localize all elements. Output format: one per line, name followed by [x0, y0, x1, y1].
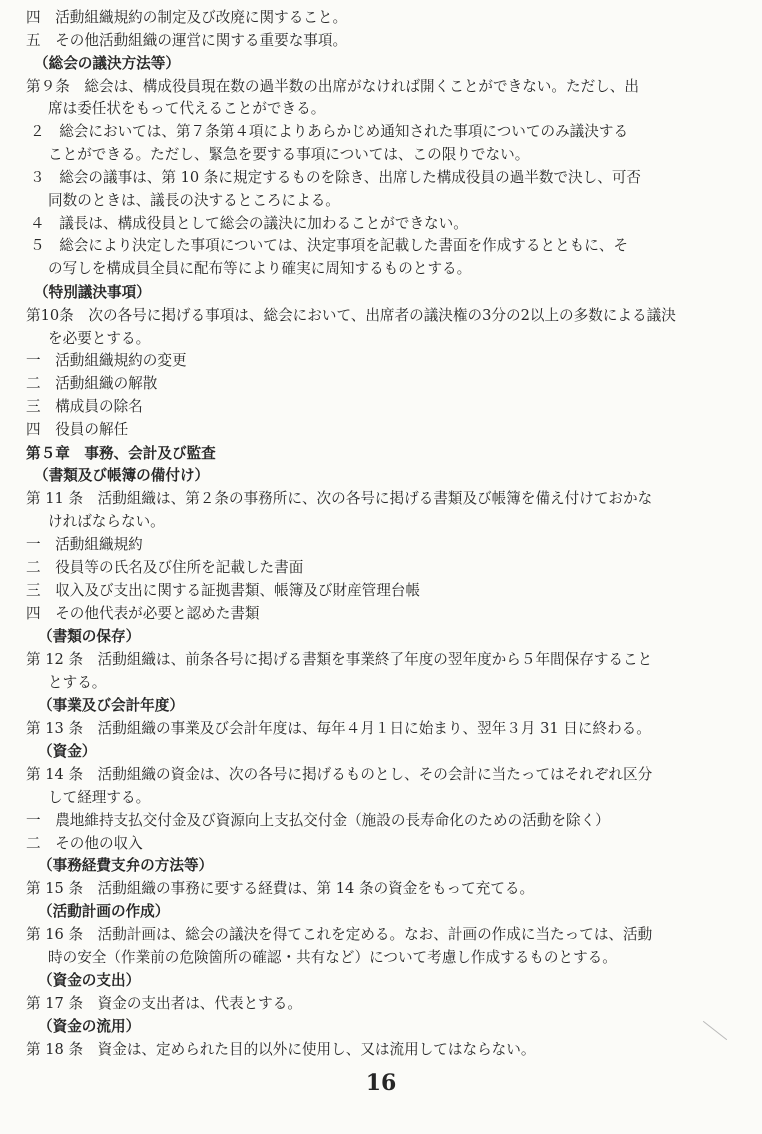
scan-mark	[703, 1021, 727, 1040]
section-heading: （書類の保存）	[38, 628, 141, 645]
text-line: 二 活動組織の解散	[26, 375, 158, 392]
section-heading: （特別議決事項）	[34, 284, 151, 301]
text-line: ３ 総会の議事は、第 10 条に規定するものを除き、出席した構成役員の過半数で決し、可否	[30, 169, 642, 186]
text-line: 三 構成員の除名	[26, 398, 143, 415]
text-line: 四 活動組織規約の制定及び改廃に関すること。	[26, 9, 348, 26]
section-heading: （資金）	[38, 743, 97, 760]
section-heading: （資金の流用）	[38, 1018, 141, 1035]
text-line: ４ 議長は、構成役員として総会の議決に加わることができない。	[30, 215, 468, 232]
text-line: 五 その他活動組織の運営に関する重要な事項。	[26, 32, 348, 49]
section-heading: （資金の支出）	[38, 972, 141, 989]
text-line: 二 その他の収入	[26, 835, 143, 852]
text-line: ２ 総会においては、第７条第４項によりあらかじめ通知された事項についてのみ議決する	[30, 123, 629, 140]
text-line: 一 活動組織規約	[26, 536, 143, 553]
text-line: ５ 総会により決定した事項については、決定事項を記載した書面を作成するとともに、そ	[30, 237, 629, 254]
section-heading: 第５章 事務、会計及び監査	[26, 445, 216, 462]
text-line: 第 11 条 活動組織は、第２条の事務所に、次の各号に掲げる書類及び帳簿を備え付けておかな	[26, 490, 653, 507]
section-heading: （事業及び会計年度）	[38, 697, 184, 714]
text-line: 第10条 次の各号に掲げる事項は、総会において、出席者の議決権の3分の2以上の多数による議決	[26, 307, 676, 324]
text-line: ければならない。	[48, 513, 165, 530]
text-line: 第 16 条 活動計画は、総会の議決を得てこれを定める。なお、計画の作成に当たっては、活動	[26, 926, 653, 943]
text-line: 第 13 条 活動組織の事業及び会計年度は、毎年４月１日に始まり、翌年３月 31 日に終わる。	[26, 720, 651, 737]
text-line: 二 役員等の氏名及び住所を記載した書面	[26, 559, 304, 576]
text-line: ことができる。ただし、緊急を要する事項については、この限りでない。	[48, 146, 530, 163]
text-line: を必要とする。	[48, 330, 151, 347]
text-line: 第 12 条 活動組織は、前条各号に掲げる書類を事業終了年度の翌年度から５年間保存すること	[26, 651, 653, 668]
text-line: 一 活動組織規約の変更	[26, 352, 187, 369]
section-heading: （活動計画の作成）	[38, 903, 170, 920]
text-line: 同数のときは、議長の決するところによる。	[48, 192, 340, 209]
text-line: 第 18 条 資金は、定められた目的以外に使用し、又は流用してはならない。	[26, 1041, 536, 1058]
page-number: 16	[365, 1070, 397, 1096]
text-line: 第 15 条 活動組織の事務に要する経費は、第 14 条の資金をもって充てる。	[26, 880, 535, 897]
text-line: 時の安全（作業前の危険箇所の確認・共有など）について考慮し作成するものとする。	[48, 949, 617, 966]
section-heading: （書類及び帳簿の備付け）	[34, 467, 210, 484]
text-line: とする。	[48, 674, 107, 691]
text-line: 第 14 条 活動組織の資金は、次の各号に掲げるものとし、その会計に当たってはそれぞれ区分	[26, 766, 653, 783]
text-line: の写しを構成員全員に配布等により確実に周知するものとする。	[48, 260, 472, 277]
section-heading: （総会の議決方法等）	[34, 55, 180, 72]
section-heading: （事務経費支弁の方法等）	[38, 857, 214, 874]
text-line: して経理する。	[48, 789, 151, 806]
text-line: 席は委任状をもって代えることができる。	[48, 100, 326, 117]
text-line: 第 17 条 資金の支出者は、代表とする。	[26, 995, 302, 1012]
text-line: 四 役員の解任	[26, 421, 129, 438]
text-line: 第９条 総会は、構成役員現在数の過半数の出席がなければ開くことができない。ただし、出	[26, 78, 639, 95]
text-line: 四 その他代表が必要と認めた書類	[26, 605, 260, 622]
text-line: 三 収入及び支出に関する証拠書類、帳簿及び財産管理台帳	[26, 582, 421, 599]
text-line: 一 農地維持支払交付金及び資源向上支払交付金（施設の長寿命化のための活動を除く）	[26, 812, 610, 829]
